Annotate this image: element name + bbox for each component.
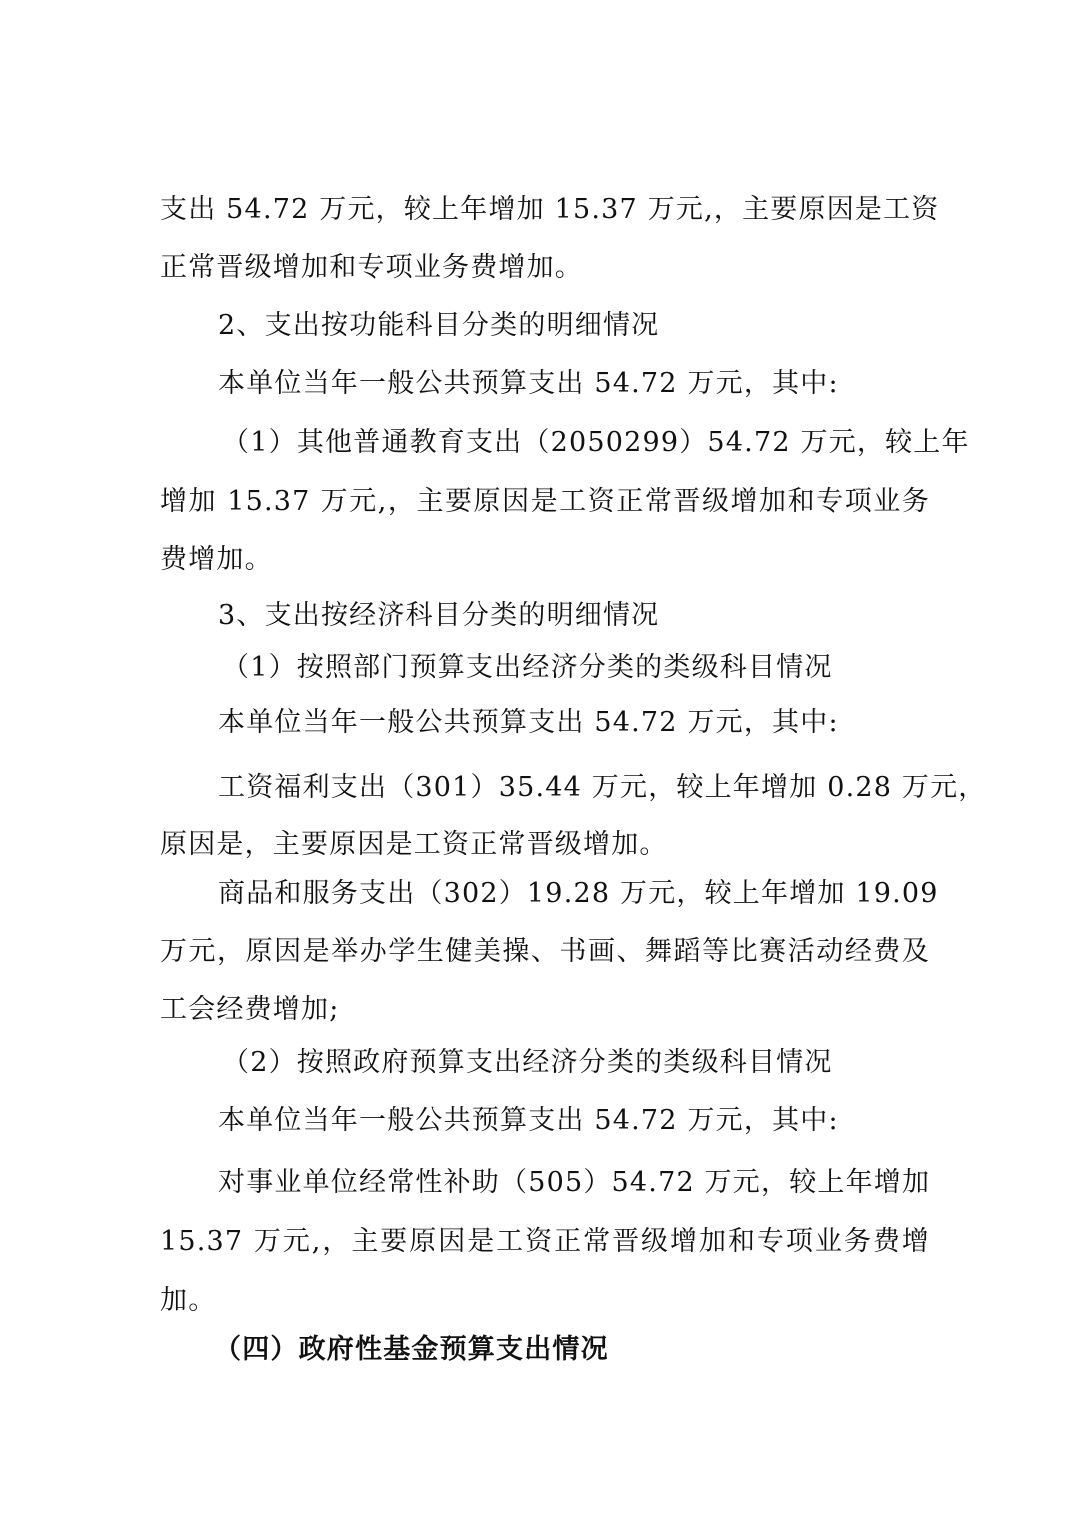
paragraph-line: 商品和服务支出（302）19.28 万元，较上年增加 19.09 [218, 878, 939, 909]
paragraph-line: 工资福利支出（301）35.44 万元，较上年增加 0.28 万元， [218, 772, 987, 803]
paragraph-line: 本单位当年一般公共预算支出 54.72 万元，其中: [218, 707, 839, 738]
paragraph-line: 正常晋级增加和专项业务费增加。 [160, 252, 583, 283]
paragraph-line: （1）其他普通教育支出（2050299）54.72 万元，较上年 [222, 427, 970, 458]
paragraph-line: 增加 15.37 万元,，主要原因是工资正常晋级增加和专项业务 [160, 486, 930, 517]
section-heading: 2、支出按功能科目分类的明细情况 [218, 310, 660, 341]
subsection-heading: （2）按照政府预算支出经济分类的类级科目情况 [222, 1047, 833, 1078]
section-title: （四）政府性基金预算支出情况 [214, 1334, 609, 1365]
paragraph-line: 支出 54.72 万元，较上年增加 15.37 万元,，主要原因是工资 [160, 194, 940, 225]
paragraph-line: 对事业单位经常性补助（505）54.72 万元，较上年增加 [218, 1167, 931, 1198]
paragraph-line: 原因是，主要原因是工资正常晋级增加。 [160, 829, 668, 860]
section-heading: 3、支出按经济科目分类的明细情况 [218, 600, 660, 631]
paragraph-line: 本单位当年一般公共预算支出 54.72 万元，其中: [218, 368, 839, 399]
paragraph-line: 万元，原因是举办学生健美操、书画、舞蹈等比赛活动经费及 [160, 936, 930, 967]
paragraph-line: 费增加。 [160, 544, 273, 575]
paragraph-line: 工会经费增加; [160, 994, 340, 1025]
paragraph-line: 15.37 万元,，主要原因是工资正常晋级增加和专项业务费增 [160, 1226, 930, 1257]
paragraph-line: 加。 [160, 1285, 217, 1316]
paragraph-line: 本单位当年一般公共预算支出 54.72 万元，其中: [218, 1105, 839, 1136]
subsection-heading: （1）按照部门预算支出经济分类的类级科目情况 [222, 652, 833, 683]
